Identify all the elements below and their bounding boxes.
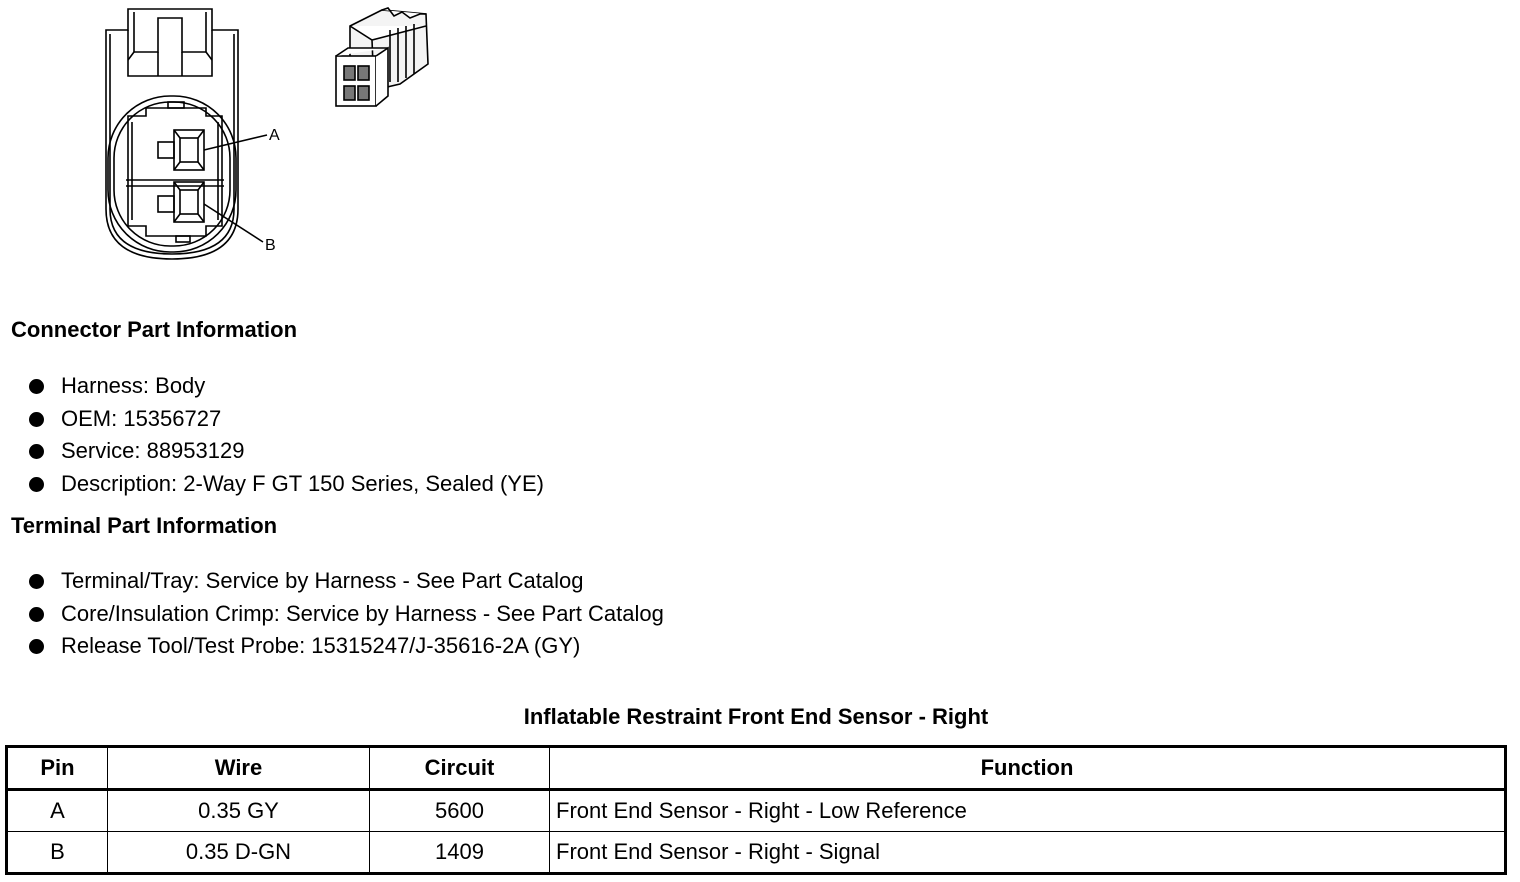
connector-face-diagram [100,4,300,266]
list-item: OEM: 15356727 [0,403,544,436]
list-item: Release Tool/Test Probe: 15315247/J-35616-2A (GY) [0,630,664,663]
circuit-cell: 1409 [370,832,550,874]
connector-part-info-heading: Connector Part Information [11,317,298,342]
table-row [7,790,1506,832]
column-header-wire: Wire [108,747,370,790]
list-item: Terminal/Tray: Service by Harness - See Part Catalog [0,565,664,598]
wire-cell: 0.35 GY [108,790,370,832]
table-header-row [7,747,1506,790]
bullet-icon [29,477,44,492]
pin-table-title: Inflatable Restraint Front End Sensor - Right [523,704,989,729]
table-row [7,832,1506,874]
column-header-pin: Pin [7,747,108,790]
bullet-icon [29,574,44,589]
circuit-cell: 5600 [370,790,550,832]
column-header-circuit: Circuit [370,747,550,790]
pin-b-label: B [265,237,276,254]
function-cell: Front End Sensor - Right - Signal [550,832,1506,874]
bullet-icon [29,639,44,654]
connector-part-info-list [0,370,544,501]
bullet-icon [29,379,44,394]
list-item: Description: 2-Way F GT 150 Series, Sealed (YE) [0,468,544,501]
column-header-function: Function [550,747,1506,790]
pin-table [5,745,1507,875]
terminal-part-info-list [0,565,664,663]
bullet-icon [29,412,44,427]
pin-cell: B [7,832,108,874]
wire-cell: 0.35 D-GN [108,832,370,874]
function-cell: Front End Sensor - Right - Low Reference [550,790,1506,832]
terminal-part-info-heading: Terminal Part Information [11,513,278,538]
bullet-icon [29,607,44,622]
connector-3d-illustration [330,4,434,112]
list-item: Service: 88953129 [0,435,544,468]
list-item: Harness: Body [0,370,544,403]
bullet-icon [29,444,44,459]
pin-cell: A [7,790,108,832]
list-item: Core/Insulation Crimp: Service by Harness - See Part Catalog [0,598,664,631]
pin-a-label: A [269,127,280,144]
